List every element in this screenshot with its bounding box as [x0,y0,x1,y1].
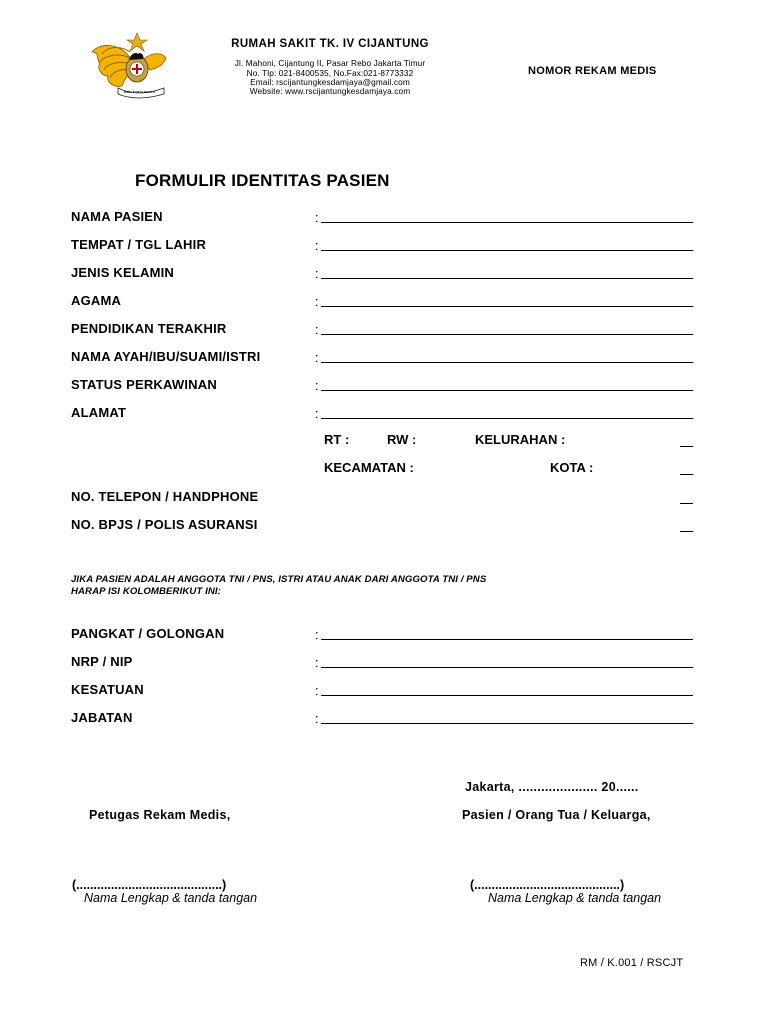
logo-motto: WIRA KARYA BHAKTI [124,90,156,94]
field-colon: : [315,350,319,365]
place-date-line: Jakarta, ..................... 20...... [465,780,639,794]
field-line-nama-pasien[interactable] [321,222,693,223]
field-line-nrp-nip[interactable] [321,667,693,668]
address-rw-label: RW : [387,432,417,447]
field-label-nama-pasien: NAMA PASIEN [71,209,163,224]
field-label-nama-ayah-ibu-suami-istri: NAMA AYAH/IBU/SUAMI/ISTRI [71,349,261,364]
address-rt-label: RT : [324,432,350,447]
field-line-alamat[interactable] [321,418,693,419]
military-note-line-1: JIKA PASIEN ADALAH ANGGOTA TNI / PNS, ISTRI ATAU ANAK DARI ANGGOTA TNI / PNS [71,574,487,585]
form-title: FORMULIR IDENTITAS PASIEN [135,171,390,190]
field-line-tempat-tgl-lahir[interactable] [321,250,693,251]
field-label-status-perkawinan: STATUS PERKAWINAN [71,377,217,392]
field-label-tempat-tgl-lahir: TEMPAT / TGL LAHIR [71,237,207,252]
hospital-logo [88,30,170,102]
address-kota-label: KOTA : [550,460,594,475]
field-line-status-perkawinan[interactable] [321,390,693,391]
field-colon: : [315,683,319,698]
field-line-agama[interactable] [321,306,693,307]
field-colon: : [315,406,319,421]
hospital-website: Website: www.rscijantungkesdamjaya.com [249,86,411,96]
field-label-alamat: ALAMAT [71,405,127,420]
signature-right-title: Pasien / Orang Tua / Keluarga, [462,808,651,822]
signature-left-line[interactable]: (..........................................) [72,878,227,892]
field-line-jenis-kelamin[interactable] [321,278,693,279]
field-label-kesatuan: KESATUAN [71,682,144,697]
field-colon: : [315,294,319,309]
field-colon: : [315,322,319,337]
field-line-pendidikan-terakhir[interactable] [321,334,693,335]
hospital-phone: No. Tlp: 021-8400535, No.Fax:021-8773332 [246,68,414,78]
field-label-jabatan: JABATAN [71,710,133,725]
field-label-jenis-kelamin: JENIS KELAMIN [71,265,175,280]
field-colon: : [315,627,319,642]
address-kecamatan-label: KECAMATAN : [324,460,414,475]
document-code: RM / K.001 / RSCJT [580,957,684,969]
field-colon: : [315,378,319,393]
hospital-email: Email: rscijantungkesdamjaya@gmail.com [250,77,410,87]
signature-left-title: Petugas Rekam Medis, [89,808,231,822]
field-label-nrp-nip: NRP / NIP [71,654,133,669]
hospital-name: RUMAH SAKIT TK. IV CIJANTUNG [231,38,429,50]
military-note-line-2: HARAP ISI KOLOMBERIKUT INI: [71,586,221,597]
field-colon: : [315,210,319,225]
field-colon: : [315,266,319,281]
field-colon: : [315,238,319,253]
field-label-pendidikan-terakhir: PENDIDIKAN TERAKHIR [71,321,227,336]
field-label-agama: AGAMA [71,293,122,308]
field-line-nama-ayah-ibu-suami-istri[interactable] [321,362,693,363]
field-line-pangkat-golongan[interactable] [321,639,693,640]
medical-record-number-label: NOMOR REKAM MEDIS [528,65,657,77]
field-line-no-telepon[interactable] [680,503,693,504]
field-line-jabatan[interactable] [321,723,693,724]
address-kelurahan-label: KELURAHAN : [475,432,566,447]
field-label-pangkat-golongan: PANGKAT / GOLONGAN [71,626,225,641]
hospital-address: Jl. Mahoni, Cijantung II, Pasar Rebo Jakarta Timur [234,58,426,68]
address-line-end[interactable] [680,446,693,447]
field-label-no-bpjs: NO. BPJS / POLIS ASURANSI [71,517,258,532]
signature-right-caption: Nama Lengkap & tanda tangan [488,891,662,905]
field-line-no-bpjs[interactable] [680,531,693,532]
signature-left-caption: Nama Lengkap & tanda tangan [84,891,258,905]
signature-right-line[interactable]: (..........................................) [470,878,625,892]
field-colon: : [315,711,319,726]
field-line-kesatuan[interactable] [321,695,693,696]
field-colon: : [315,655,319,670]
field-label-no-telepon: NO. TELEPON / HANDPHONE [71,489,259,504]
address-line-end[interactable] [680,474,693,475]
